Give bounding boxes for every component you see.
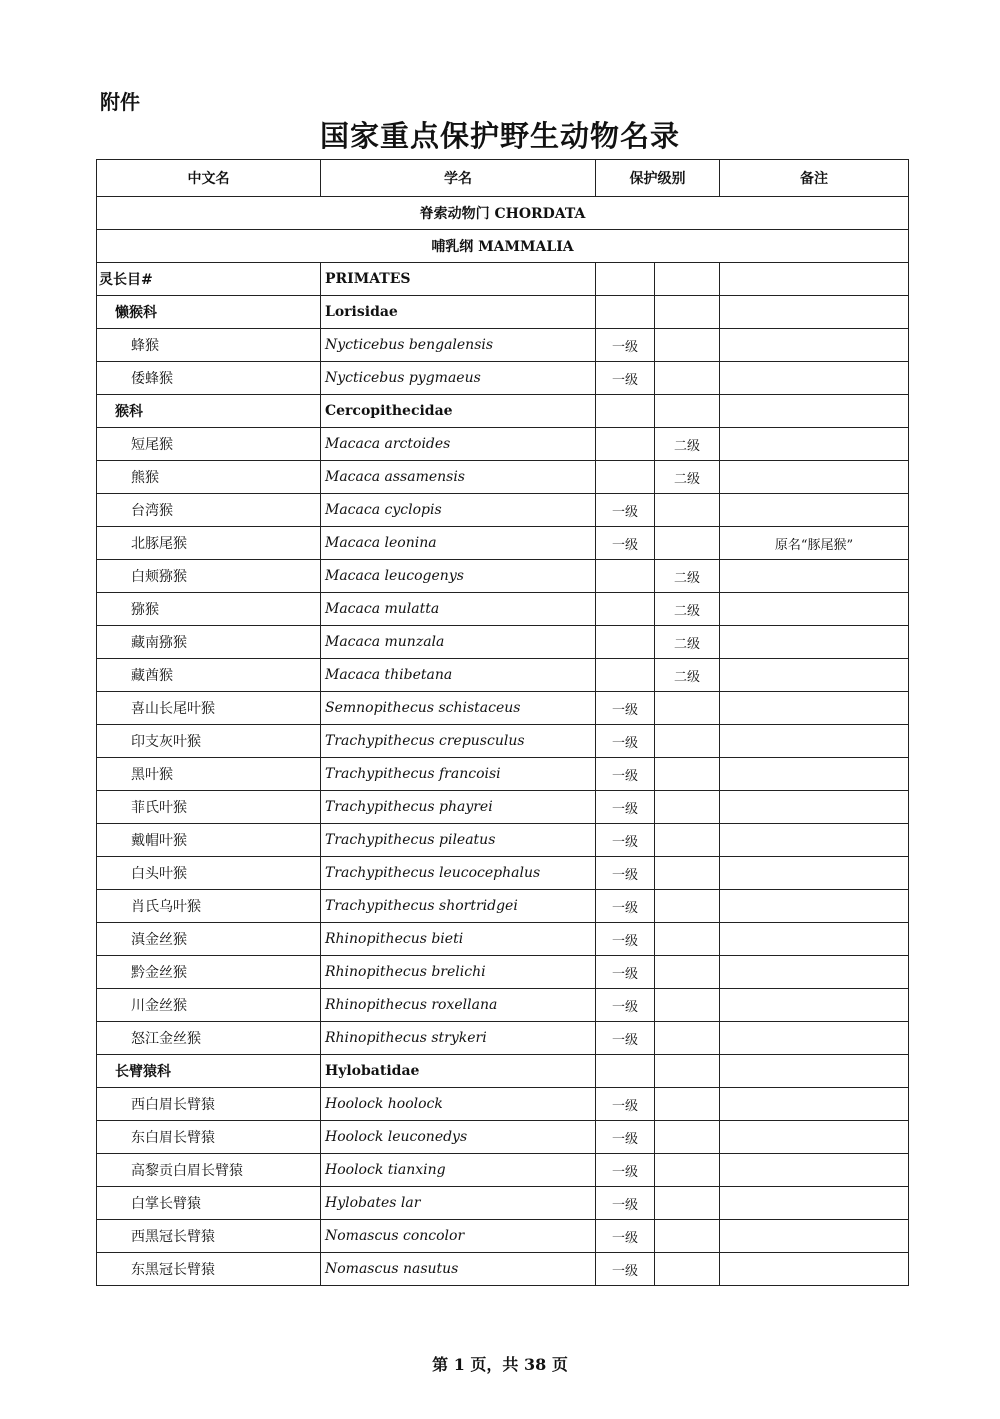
chinese-name-cell: 短尾猴 — [97, 428, 321, 461]
level-one-cell: 一级 — [596, 1187, 655, 1220]
species-row — [97, 956, 909, 989]
chinese-name-cell: 北豚尾猴 — [97, 527, 321, 560]
species-row — [97, 494, 909, 527]
remarks-cell — [720, 593, 909, 626]
level-one-cell: 一级 — [596, 923, 655, 956]
level-two-cell: 二级 — [655, 428, 720, 461]
chinese-name-cell: 菲氏叶猴 — [97, 791, 321, 824]
remarks-cell — [720, 659, 909, 692]
level-two-cell — [655, 890, 720, 923]
remarks-cell — [720, 725, 909, 758]
page-number-footer: 第 1 页，共 38 页 — [432, 1355, 568, 1374]
chinese-name-cell: 长臂猿科 — [97, 1055, 321, 1088]
level-two-cell: 二级 — [655, 659, 720, 692]
level-two-cell — [655, 395, 720, 428]
class-row — [97, 230, 909, 263]
chinese-name-cell: 藏南猕猴 — [97, 626, 321, 659]
level-two-cell — [655, 923, 720, 956]
level-one-cell: 一级 — [596, 791, 655, 824]
species-row — [97, 461, 909, 494]
scientific-name-cell: Macaca leucogenys — [321, 560, 596, 593]
scientific-name-cell: Macaca leonina — [321, 527, 596, 560]
remarks-cell — [720, 857, 909, 890]
level-one-cell: 一级 — [596, 758, 655, 791]
level-two-cell — [655, 1253, 720, 1286]
scientific-name-cell: Rhinopithecus roxellana — [321, 989, 596, 1022]
taxon-row — [97, 395, 909, 428]
chinese-name-cell: 白掌长臂猿 — [97, 1187, 321, 1220]
level-one-cell — [596, 659, 655, 692]
chinese-name-cell: 黔金丝猴 — [97, 956, 321, 989]
scientific-name-cell: Hoolock leuconedys — [321, 1121, 596, 1154]
level-two-cell: 二级 — [655, 560, 720, 593]
attachment-label: 附件 — [100, 90, 140, 114]
scientific-name-cell: Hylobatidae — [321, 1055, 596, 1088]
scientific-name-cell: Nycticebus bengalensis — [321, 329, 596, 362]
species-row — [97, 428, 909, 461]
species-row — [97, 329, 909, 362]
level-two-cell — [655, 1055, 720, 1088]
scientific-name-cell: Trachypithecus shortridgei — [321, 890, 596, 923]
species-row — [97, 1022, 909, 1055]
chinese-name-cell: 熊猴 — [97, 461, 321, 494]
remarks-cell — [720, 1121, 909, 1154]
level-two-cell — [655, 263, 720, 296]
species-row — [97, 725, 909, 758]
chinese-name-cell: 懒猴科 — [97, 296, 321, 329]
chinese-name-cell: 喜山长尾叶猴 — [97, 692, 321, 725]
level-two-cell — [655, 857, 720, 890]
chinese-name-cell: 藏酋猴 — [97, 659, 321, 692]
remarks-cell — [720, 461, 909, 494]
species-row — [97, 857, 909, 890]
scientific-name-cell: Rhinopithecus bieti — [321, 923, 596, 956]
level-one-cell — [596, 1055, 655, 1088]
remarks-cell — [720, 989, 909, 1022]
level-one-cell — [596, 461, 655, 494]
remarks-cell — [720, 791, 909, 824]
chinese-name-cell: 黑叶猴 — [97, 758, 321, 791]
remarks-cell — [720, 329, 909, 362]
remarks-cell — [720, 362, 909, 395]
level-one-cell: 一级 — [596, 956, 655, 989]
remarks-cell — [720, 560, 909, 593]
scientific-name-cell: Macaca munzala — [321, 626, 596, 659]
scientific-name-cell: PRIMATES — [321, 263, 596, 296]
level-one-cell — [596, 395, 655, 428]
scientific-name-cell: Trachypithecus phayrei — [321, 791, 596, 824]
remarks-cell — [720, 296, 909, 329]
header-scientific-name: 学名 — [321, 160, 596, 197]
chinese-name-cell: 倭蜂猴 — [97, 362, 321, 395]
chinese-name-cell: 肖氏乌叶猴 — [97, 890, 321, 923]
scientific-name-cell: Trachypithecus pileatus — [321, 824, 596, 857]
remarks-cell — [720, 626, 909, 659]
document-title: 国家重点保护野生动物名录 — [319, 119, 680, 153]
remarks-cell — [720, 263, 909, 296]
level-two-cell — [655, 1088, 720, 1121]
level-one-cell: 一级 — [596, 692, 655, 725]
scientific-name-cell: Macaca assamensis — [321, 461, 596, 494]
level-two-cell — [655, 989, 720, 1022]
level-one-cell: 一级 — [596, 1154, 655, 1187]
level-two-cell: 二级 — [655, 593, 720, 626]
species-row — [97, 1253, 909, 1286]
remarks-cell — [720, 395, 909, 428]
level-two-cell: 二级 — [655, 461, 720, 494]
remarks-cell — [720, 1220, 909, 1253]
chinese-name-cell: 猴科 — [97, 395, 321, 428]
chinese-name-cell: 西白眉长臂猿 — [97, 1088, 321, 1121]
level-one-cell — [596, 428, 655, 461]
remarks-cell — [720, 1187, 909, 1220]
level-one-cell: 一级 — [596, 362, 655, 395]
scientific-name-cell: Trachypithecus leucocephalus — [321, 857, 596, 890]
level-one-cell: 一级 — [596, 725, 655, 758]
level-one-cell: 一级 — [596, 527, 655, 560]
species-row — [97, 890, 909, 923]
chinese-name-cell: 印支灰叶猴 — [97, 725, 321, 758]
chinese-name-cell: 猕猴 — [97, 593, 321, 626]
chinese-name-cell: 戴帽叶猴 — [97, 824, 321, 857]
remarks-cell: 原名“豚尾猴” — [720, 527, 909, 560]
species-row — [97, 692, 909, 725]
level-two-cell — [655, 824, 720, 857]
remarks-cell — [720, 428, 909, 461]
scientific-name-cell: Hylobates lar — [321, 1187, 596, 1220]
remarks-cell — [720, 494, 909, 527]
phylum-label: 脊索动物门 CHORDATA — [97, 197, 909, 230]
chinese-name-cell: 西黑冠长臂猿 — [97, 1220, 321, 1253]
chinese-name-cell: 怒江金丝猴 — [97, 1022, 321, 1055]
remarks-cell — [720, 890, 909, 923]
header-chinese-name: 中文名 — [97, 160, 321, 197]
remarks-cell — [720, 1022, 909, 1055]
level-one-cell: 一级 — [596, 890, 655, 923]
scientific-name-cell: Rhinopithecus brelichi — [321, 956, 596, 989]
remarks-cell — [720, 1055, 909, 1088]
level-two-cell — [655, 791, 720, 824]
species-row — [97, 989, 909, 1022]
level-one-cell — [596, 626, 655, 659]
species-row — [97, 758, 909, 791]
scientific-name-cell: Cercopithecidae — [321, 395, 596, 428]
chinese-name-cell: 东黑冠长臂猿 — [97, 1253, 321, 1286]
level-one-cell: 一级 — [596, 1253, 655, 1286]
scientific-name-cell: Macaca mulatta — [321, 593, 596, 626]
level-one-cell: 一级 — [596, 1121, 655, 1154]
species-row — [97, 824, 909, 857]
chinese-name-cell: 台湾猴 — [97, 494, 321, 527]
remarks-cell — [720, 1154, 909, 1187]
level-two-cell — [655, 725, 720, 758]
species-row — [97, 1187, 909, 1220]
level-two-cell — [655, 1220, 720, 1253]
level-one-cell: 一级 — [596, 824, 655, 857]
remarks-cell — [720, 824, 909, 857]
level-one-cell: 一级 — [596, 1022, 655, 1055]
species-row — [97, 593, 909, 626]
scientific-name-cell: Hoolock hoolock — [321, 1088, 596, 1121]
phylum-row — [97, 197, 909, 230]
chinese-name-cell: 白颊猕猴 — [97, 560, 321, 593]
species-row — [97, 1220, 909, 1253]
level-two-cell — [655, 494, 720, 527]
species-row — [97, 626, 909, 659]
level-one-cell: 一级 — [596, 494, 655, 527]
species-row — [97, 1121, 909, 1154]
remarks-cell — [720, 758, 909, 791]
level-one-cell — [596, 263, 655, 296]
species-row — [97, 362, 909, 395]
chinese-name-cell: 川金丝猴 — [97, 989, 321, 1022]
chinese-name-cell: 滇金丝猴 — [97, 923, 321, 956]
species-row — [97, 560, 909, 593]
level-two-cell: 二级 — [655, 626, 720, 659]
level-two-cell — [655, 1121, 720, 1154]
species-row — [97, 923, 909, 956]
level-one-cell — [596, 560, 655, 593]
scientific-name-cell: Macaca cyclopis — [321, 494, 596, 527]
taxon-row — [97, 1055, 909, 1088]
level-one-cell: 一级 — [596, 989, 655, 1022]
species-row — [97, 1088, 909, 1121]
remarks-cell — [720, 1253, 909, 1286]
scientific-name-cell: Rhinopithecus strykeri — [321, 1022, 596, 1055]
scientific-name-cell: Nomascus nasutus — [321, 1253, 596, 1286]
scientific-name-cell: Macaca thibetana — [321, 659, 596, 692]
level-two-cell — [655, 758, 720, 791]
level-one-cell: 一级 — [596, 1088, 655, 1121]
level-two-cell — [655, 692, 720, 725]
chinese-name-cell: 东白眉长臂猿 — [97, 1121, 321, 1154]
scientific-name-cell: Macaca arctoides — [321, 428, 596, 461]
level-two-cell — [655, 362, 720, 395]
level-two-cell — [655, 296, 720, 329]
species-row — [97, 527, 909, 560]
level-one-cell — [596, 593, 655, 626]
level-one-cell — [596, 296, 655, 329]
chinese-name-cell: 灵长目# — [97, 263, 321, 296]
remarks-cell — [720, 692, 909, 725]
remarks-cell — [720, 923, 909, 956]
scientific-name-cell: Semnopithecus schistaceus — [321, 692, 596, 725]
scientific-name-cell: Lorisidae — [321, 296, 596, 329]
header-protection-level: 保护级别 — [596, 160, 720, 197]
class-label: 哺乳纲 MAMMALIA — [97, 230, 909, 263]
scientific-name-cell: Nycticebus pygmaeus — [321, 362, 596, 395]
level-two-cell — [655, 527, 720, 560]
level-one-cell: 一级 — [596, 1220, 655, 1253]
header-remarks: 备注 — [720, 160, 909, 197]
chinese-name-cell: 白头叶猴 — [97, 857, 321, 890]
level-one-cell: 一级 — [596, 857, 655, 890]
remarks-cell — [720, 1088, 909, 1121]
scientific-name-cell: Hoolock tianxing — [321, 1154, 596, 1187]
level-one-cell: 一级 — [596, 329, 655, 362]
level-two-cell — [655, 1154, 720, 1187]
species-row — [97, 791, 909, 824]
scientific-name-cell: Nomascus concolor — [321, 1220, 596, 1253]
level-two-cell — [655, 1187, 720, 1220]
protected-species-table — [96, 159, 909, 1286]
species-row — [97, 1154, 909, 1187]
level-two-cell — [655, 1022, 720, 1055]
taxon-row — [97, 296, 909, 329]
table-header-row — [97, 160, 909, 197]
taxon-row — [97, 263, 909, 296]
species-row — [97, 659, 909, 692]
level-two-cell — [655, 329, 720, 362]
remarks-cell — [720, 956, 909, 989]
chinese-name-cell: 蜂猴 — [97, 329, 321, 362]
scientific-name-cell: Trachypithecus crepusculus — [321, 725, 596, 758]
scientific-name-cell: Trachypithecus francoisi — [321, 758, 596, 791]
chinese-name-cell: 高黎贡白眉长臂猿 — [97, 1154, 321, 1187]
level-two-cell — [655, 956, 720, 989]
